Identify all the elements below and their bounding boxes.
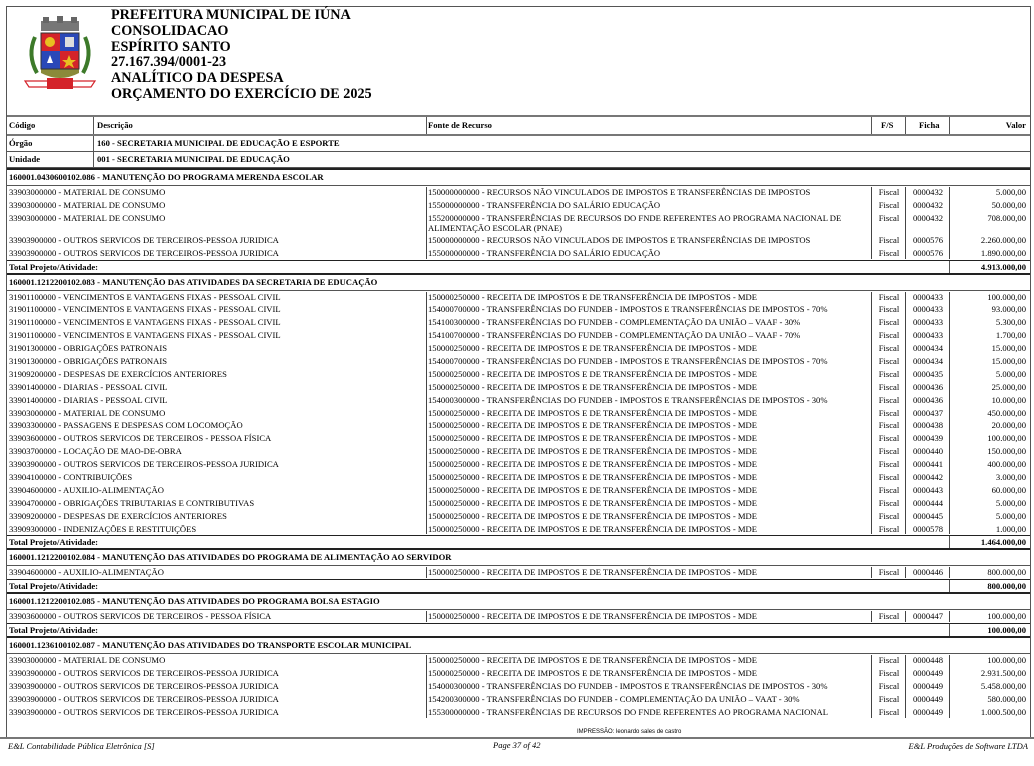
valor-value: 1.000,00 [995,523,1026,534]
fonte-recurso: 150000000000 - RECURSOS NÃO VINCULADOS DE IMPOSTOS E TRANSFERÊNCIAS DE IMPOSTOS [428,187,811,197]
valor-value: 15.000,00 [991,343,1026,354]
despesa-description: 33904100000 - CONTRIBUIÇÕES [9,472,133,483]
ficha-value: 0000437 [912,407,944,418]
column-divider [949,292,950,535]
fs-value: Fiscal [878,199,900,210]
ficha-value: 0000432 [912,187,944,197]
table-row [7,394,1030,407]
despesa-description: 33903600000 - OUTROS SERVICOS DE TERCEIROS - PESSOA FÍSICA [9,611,272,622]
despesa-description: 31901300000 - OBRIGAÇÕES PATRONAIS [9,343,167,354]
ficha-value: 0000444 [912,497,944,508]
valor-value: 5.000,00 [995,510,1026,521]
despesa-description: 33903600000 - OUTROS SERVICOS DE TERCEIROS - PESSOA FÍSICA [9,433,272,444]
project-title: 160001.1212200102.085 - MANUTENÇÃO DAS ATIVIDADES DO PROGRAMA BOLSA ESTAGIO [9,596,380,607]
fs-value: Fiscal [878,304,900,315]
table-row [7,458,1030,471]
column-divider [949,655,950,717]
column-divider [426,567,427,578]
fs-value: Fiscal [878,291,900,302]
fs-value: Fiscal [878,433,900,444]
ficha-value: 0000576 [912,234,944,245]
fs-value: Fiscal [878,510,900,521]
column-divider [426,292,427,535]
fonte-recurso: 154100300000 - TRANSFERÊNCIAS DO FUNDEB - COMPLEMENTAÇÃO DA UNIÃO – VAAF - 30% [428,317,801,328]
despesa-description: 33903000000 - MATERIAL DE CONSUMO [9,199,166,210]
despesa-description: 33903000000 - MATERIAL DE CONSUMO [9,212,166,223]
fs-value: Fiscal [878,187,900,197]
report-page [6,6,1031,737]
report-titles [111,8,372,103]
valor-value: 1.000.500,00 [980,706,1026,717]
project-title: 160001.1212200102.084 - MANUTENÇÃO DAS ATIVIDADES DO PROGRAMA DE ALIMENTAÇÃO AO SERVIDOR [9,552,452,563]
ficha-value: 0000435 [912,368,944,379]
ficha-value: 0000442 [912,472,944,483]
col-valor: Valor [1005,120,1026,130]
total-value: 100.000,00 [987,625,1026,636]
project-items [7,610,1030,623]
table-header [7,115,1030,136]
fonte-recurso: 150000250000 - RECEITA DE IMPOSTOS E DE TRANSFERÊNCIA DE IMPOSTOS - MDE [428,668,758,679]
state-name: ESPÍRITO SANTO [111,38,231,55]
project-row [7,548,1030,566]
col-fonte: Fonte de Recurso [428,120,492,130]
report-header [7,7,1030,112]
despesa-description: 33903700000 - LOCAÇÃO DE MAO-DE-OBRA [9,446,182,457]
total-value: 800.000,00 [987,581,1026,592]
fonte-recurso: 155000000000 - TRANSFERÊNCIA DO SALÁRIO EDUCAÇÃO [428,199,661,210]
fs-value: Fiscal [878,234,900,245]
project-title: 160001.1212200102.083 - MANUTENÇÃO DAS ATIVIDADES DA SECRETARIA DE EDUCAÇÃO [9,276,378,287]
ficha-value: 0000432 [912,199,944,210]
ficha-value: 0000578 [912,523,944,534]
valor-value: 708.000,00 [987,212,1026,223]
despesa-description: 33903900000 - OUTROS SERVICOS DE TERCEIROS-PESSOA JURIDICA [9,706,279,717]
ficha-value: 0000436 [912,381,944,392]
valor-value: 100.000,00 [987,611,1026,622]
unidade-value: 001 - SECRETARIA MUNICIPAL DE EDUCAÇÃO [97,154,290,164]
despesa-description: 31909200000 - DESPESAS DE EXERCÍCIOS ANTERIORES [9,368,227,379]
project-items [7,654,1030,718]
despesa-description: 33903900000 - OUTROS SERVICOS DE TERCEIROS-PESSOA JURIDICA [9,681,279,692]
ficha-value: 0000438 [912,420,944,431]
project-row [7,168,1030,186]
column-divider [949,187,950,259]
fonte-recurso: 150000250000 - RECEITA DE IMPOSTOS E DE TRANSFERÊNCIA DE IMPOSTOS - MDE [428,433,758,444]
ficha-value: 0000576 [912,247,944,258]
fs-value: Fiscal [878,381,900,392]
projects-list [7,168,1030,719]
fs-value: Fiscal [878,567,900,578]
table-row [7,186,1030,199]
fonte-recurso: 155000000000 - TRANSFERÊNCIA DO SALÁRIO EDUCAÇÃO [428,247,661,258]
project-total-row [7,535,1030,548]
total-label: Total Projeto/Atividade: [9,625,99,636]
table-row [7,680,1030,693]
table-row [7,484,1030,497]
ficha-value: 0000446 [912,567,944,578]
fonte-recurso: 150000250000 - RECEITA DE IMPOSTOS E DE TRANSFERÊNCIA DE IMPOSTOS - MDE [428,368,758,379]
entity-name: CONSOLIDACAO [111,22,229,39]
ficha-value: 0000433 [912,291,944,302]
valor-value: 5.458.000,00 [980,681,1026,692]
table-row [7,706,1030,719]
despesa-description: 33904600000 - AUXILIO-ALIMENTAÇÃO [9,484,164,495]
valor-value: 60.000,00 [991,484,1026,495]
despesa-description: 33903900000 - OUTROS SERVICOS DE TERCEIROS-PESSOA JURIDICA [9,693,279,704]
municipal-coat-of-arms-logo [17,15,103,95]
valor-value: 3.000,00 [995,472,1026,483]
fs-value: Fiscal [878,693,900,704]
orgao-label: Órgão [9,138,33,148]
fonte-recurso: 150000250000 - RECEITA DE IMPOSTOS E DE TRANSFERÊNCIA DE IMPOSTOS - MDE [428,567,758,578]
fonte-recurso: 154200300000 - TRANSFERÊNCIAS DO FUNDEB - COMPLEMENTAÇÃO DA UNIÃO – VAAT - 30% [428,693,800,704]
despesa-description: 31901100000 - VENCIMENTOS E VANTAGENS FIXAS - PESSOAL CIVIL [9,291,281,302]
fonte-recurso: 150000250000 - RECEITA DE IMPOSTOS E DE TRANSFERÊNCIA DE IMPOSTOS - MDE [428,459,758,470]
valor-value: 93.000,00 [991,304,1026,315]
ficha-value: 0000433 [912,304,944,315]
valor-value: 5.300,00 [995,317,1026,328]
table-row [7,212,1030,234]
fs-value: Fiscal [878,368,900,379]
table-row [7,303,1030,316]
fonte-recurso: 150000250000 - RECEITA DE IMPOSTOS E DE TRANSFERÊNCIA DE IMPOSTOS - MDE [428,291,758,302]
column-divider [426,611,427,622]
column-divider [871,187,872,259]
fonte-recurso: 150000250000 - RECEITA DE IMPOSTOS E DE TRANSFERÊNCIA DE IMPOSTOS - MDE [428,611,758,622]
despesa-description: 33909300000 - INDENIZAÇÕES E RESTITUIÇÕES [9,523,197,534]
municipality-name: PREFEITURA MUNICIPAL DE IÚNA [111,7,351,23]
fs-value: Fiscal [878,706,900,717]
valor-value: 800.000,00 [987,567,1026,578]
ficha-value: 0000441 [912,459,944,470]
fs-value: Fiscal [878,497,900,508]
column-divider [871,567,872,578]
fs-value: Fiscal [878,407,900,418]
table-row [7,291,1030,304]
despesa-description: 31901100000 - VENCIMENTOS E VANTAGENS FIXAS - PESSOAL CIVIL [9,317,281,328]
column-divider [905,611,906,622]
column-divider [949,567,950,578]
valor-value: 10.000,00 [991,394,1026,405]
project-row [7,592,1030,610]
despesa-description: 33903300000 - PASSAGENS E DESPESAS COM LOCOMOÇÃO [9,420,243,431]
project-items [7,291,1030,536]
valor-value: 1.700,00 [995,330,1026,341]
despesa-description: 31901300000 - OBRIGAÇÕES PATRONAIS [9,356,167,367]
project-items [7,186,1030,260]
valor-value: 5.000,00 [995,368,1026,379]
table-row [7,381,1030,394]
ficha-value: 0000448 [912,655,944,666]
despesa-description: 33901400000 - DIARIAS - PESSOAL CIVIL [9,381,168,392]
table-row [7,247,1030,260]
fs-value: Fiscal [878,472,900,483]
project-items [7,566,1030,579]
total-value: 1.464.000,00 [980,537,1026,548]
ficha-value: 0000447 [912,611,944,622]
despesa-description: 33904600000 - AUXILIO-ALIMENTAÇÃO [9,567,164,578]
despesa-description: 33903900000 - OUTROS SERVICOS DE TERCEIROS-PESSOA JURIDICA [9,668,279,679]
valor-value: 2.260.000,00 [980,234,1026,245]
valor-value: 150.000,00 [987,446,1026,457]
table-row [7,610,1030,623]
table-row [7,497,1030,510]
fs-value: Fiscal [878,420,900,431]
ficha-value: 0000440 [912,446,944,457]
col-fs: F/S [881,120,894,130]
page-number: Page 37 of 42 [493,740,541,750]
fonte-recurso: 150000250000 - RECEITA DE IMPOSTOS E DE TRANSFERÊNCIA DE IMPOSTOS - MDE [428,420,758,431]
unidade-row [7,152,1030,168]
project-total-row [7,623,1030,636]
project-title: 160001.0430600102.086 - MANUTENÇÃO DO PROGRAMA MERENDA ESCOLAR [9,172,324,182]
column-divider [905,655,906,717]
fs-value: Fiscal [878,330,900,341]
valor-value: 50.000,00 [991,199,1026,210]
fs-value: Fiscal [878,611,900,622]
fonte-recurso: 150000000000 - RECURSOS NÃO VINCULADOS DE IMPOSTOS E TRANSFERÊNCIAS DE IMPOSTOS [428,234,811,245]
table-row [7,355,1030,368]
table-row [7,693,1030,706]
fonte-recurso: 154000700000 - TRANSFERÊNCIAS DO FUNDEB - IMPOSTOS E TRANSFERÊNCIAS DE IMPOSTOS - 70% [428,304,828,315]
project-title: 160001.1236100102.087 - MANUTENÇÃO DAS ATIVIDADES DO TRANSPORTE ESCOLAR MUNICIPAL [9,640,412,651]
table-row [7,342,1030,355]
ficha-value: 0000434 [912,356,944,367]
unidade-label: Unidade [9,154,41,164]
print-user: IMPRESSÃO: leonardo sales de castro [577,729,682,735]
valor-value: 400.000,00 [987,459,1026,470]
column-divider [426,655,427,717]
table-row [7,329,1030,342]
despesa-description: 33903900000 - OUTROS SERVICOS DE TERCEIROS-PESSOA JURIDICA [9,234,279,245]
valor-value: 450.000,00 [987,407,1026,418]
fs-value: Fiscal [878,681,900,692]
fonte-recurso: 154100700000 - TRANSFERÊNCIAS DO FUNDEB - COMPLEMENTAÇÃO DA UNIÃO – VAAF - 70% [428,330,801,341]
table-row [7,419,1030,432]
despesa-description: 33903000000 - MATERIAL DE CONSUMO [9,187,166,197]
project-row [7,636,1030,654]
ficha-value: 0000443 [912,484,944,495]
ficha-value: 0000445 [912,510,944,521]
fonte-recurso: 150000250000 - RECEITA DE IMPOSTOS E DE TRANSFERÊNCIA DE IMPOSTOS - MDE [428,655,758,666]
fs-value: Fiscal [878,523,900,534]
fs-value: Fiscal [878,655,900,666]
column-divider [871,611,872,622]
fs-value: Fiscal [878,356,900,367]
table-row [7,510,1030,523]
table-row [7,654,1030,667]
footer-left: E&L Contabilidade Pública Eletrônica [S] [8,741,155,751]
col-ficha: Ficha [919,120,940,130]
col-descricao: Descrição [97,120,133,130]
ficha-value: 0000434 [912,343,944,354]
valor-value: 5.000,00 [995,497,1026,508]
fs-value: Fiscal [878,212,900,223]
fonte-recurso: 150000250000 - RECEITA DE IMPOSTOS E DE TRANSFERÊNCIA DE IMPOSTOS - MDE [428,472,758,483]
column-divider [871,655,872,717]
fonte-recurso: 150000250000 - RECEITA DE IMPOSTOS E DE TRANSFERÊNCIA DE IMPOSTOS - MDE [428,523,758,534]
fonte-recurso: 150000250000 - RECEITA DE IMPOSTOS E DE TRANSFERÊNCIA DE IMPOSTOS - MDE [428,484,758,495]
ficha-value: 0000449 [912,693,944,704]
table-row [7,432,1030,445]
column-divider [905,567,906,578]
ficha-value: 0000449 [912,706,944,717]
footer-right: E&L Produções de Software LTDA [908,741,1028,751]
ficha-value: 0000449 [912,668,944,679]
fs-value: Fiscal [878,459,900,470]
fonte-recurso: 150000250000 - RECEITA DE IMPOSTOS E DE TRANSFERÊNCIA DE IMPOSTOS - MDE [428,343,758,354]
valor-value: 2.931.500,00 [980,668,1026,679]
cnpj: 27.167.394/0001-23 [111,54,227,71]
project-total-row [7,260,1030,273]
column-divider [905,187,906,259]
fs-value: Fiscal [878,668,900,679]
despesa-description: 33901400000 - DIARIAS - PESSOAL CIVIL [9,394,168,405]
valor-value: 580.000,00 [987,693,1026,704]
orgao-value: 160 - SECRETARIA MUNICIPAL DE EDUCAÇÃO E ESPORTE [97,138,340,148]
fs-value: Fiscal [878,446,900,457]
report-name: ANALÍTICO DA DESPESA [111,70,284,87]
table-row [7,667,1030,680]
col-codigo: Código [9,120,36,130]
total-label: Total Projeto/Atividade: [9,261,99,272]
despesa-description: 31901100000 - VENCIMENTOS E VANTAGENS FIXAS - PESSOAL CIVIL [9,304,281,315]
table-row [7,407,1030,420]
column-divider [871,292,872,535]
valor-value: 25.000,00 [991,381,1026,392]
fs-value: Fiscal [878,484,900,495]
fonte-recurso: 150000250000 - RECEITA DE IMPOSTOS E DE TRANSFERÊNCIA DE IMPOSTOS - MDE [428,497,758,508]
valor-value: 15.000,00 [991,356,1026,367]
despesa-description: 33903900000 - OUTROS SERVICOS DE TERCEIROS-PESSOA JURIDICA [9,459,279,470]
fonte-recurso: 154000300000 - TRANSFERÊNCIAS DO FUNDEB - IMPOSTOS E TRANSFERÊNCIAS DE IMPOSTOS - 30% [428,681,828,692]
fonte-recurso: 154000300000 - TRANSFERÊNCIAS DO FUNDEB - IMPOSTOS E TRANSFERÊNCIAS DE IMPOSTOS - 30% [428,394,828,405]
despesa-description: 33909200000 - DESPESAS DE EXERCÍCIOS ANTERIORES [9,510,227,521]
fs-value: Fiscal [878,394,900,405]
ficha-value: 0000439 [912,433,944,444]
project-total-row [7,579,1030,592]
fonte-recurso: 154000700000 - TRANSFERÊNCIAS DO FUNDEB - IMPOSTOS E TRANSFERÊNCIAS DE IMPOSTOS - 70% [428,356,828,367]
despesa-description: 33903000000 - MATERIAL DE CONSUMO [9,655,166,666]
fonte-recurso: 150000250000 - RECEITA DE IMPOSTOS E DE TRANSFERÊNCIA DE IMPOSTOS - MDE [428,407,758,418]
ficha-value: 0000433 [912,317,944,328]
column-divider [949,611,950,622]
table-row [7,445,1030,458]
table-row [7,566,1030,579]
column-divider [426,187,427,259]
valor-value: 5.000,00 [995,187,1026,197]
valor-value: 100.000,00 [987,291,1026,302]
column-divider [905,292,906,535]
expense-table [7,115,1030,719]
fonte-recurso: 150000250000 - RECEITA DE IMPOSTOS E DE TRANSFERÊNCIA DE IMPOSTOS - MDE [428,446,758,457]
ficha-value: 0000449 [912,681,944,692]
fonte-recurso: 155200000000 - TRANSFERÊNCIAS DE RECURSOS DO FNDE REFERENTES AO PROGRAMA NACIONAL DE ALIMENTAÇÃO ESCOLAR (PNAE) [428,212,842,234]
fs-value: Fiscal [878,317,900,328]
total-value: 4.913.000,00 [980,261,1026,272]
valor-value: 20.000,00 [991,420,1026,431]
orgao-row [7,136,1030,152]
despesa-description: 33903000000 - MATERIAL DE CONSUMO [9,407,166,418]
valor-value: 100.000,00 [987,433,1026,444]
valor-value: 1.890.000,00 [980,247,1026,258]
despesa-description: 33903900000 - OUTROS SERVICOS DE TERCEIROS-PESSOA JURIDICA [9,247,279,258]
ficha-value: 0000436 [912,394,944,405]
table-row [7,523,1030,536]
table-row [7,234,1030,247]
valor-value: 100.000,00 [987,655,1026,666]
budget-year: ORÇAMENTO DO EXERCÍCIO DE 2025 [111,85,372,102]
project-row [7,273,1030,291]
fonte-recurso: 155300000000 - TRANSFERÊNCIAS DE RECURSOS DO FNDE REFERENTES AO PROGRAMA NACIONAL [428,706,828,717]
fs-value: Fiscal [878,247,900,258]
table-row [7,368,1030,381]
total-label: Total Projeto/Atividade: [9,581,99,592]
despesa-description: 33904700000 - OBRIGAÇÕES TRIBUTARIAS E CONTRIBUTIVAS [9,497,255,508]
ficha-value: 0000432 [912,212,944,223]
despesa-description: 31901100000 - VENCIMENTOS E VANTAGENS FIXAS - PESSOAL CIVIL [9,330,281,341]
fs-value: Fiscal [878,343,900,354]
total-label: Total Projeto/Atividade: [9,537,99,548]
table-row [7,471,1030,484]
fonte-recurso: 150000250000 - RECEITA DE IMPOSTOS E DE TRANSFERÊNCIA DE IMPOSTOS - MDE [428,381,758,392]
table-row [7,316,1030,329]
table-row [7,199,1030,212]
ficha-value: 0000433 [912,330,944,341]
fonte-recurso: 150000250000 - RECEITA DE IMPOSTOS E DE TRANSFERÊNCIA DE IMPOSTOS - MDE [428,510,758,521]
